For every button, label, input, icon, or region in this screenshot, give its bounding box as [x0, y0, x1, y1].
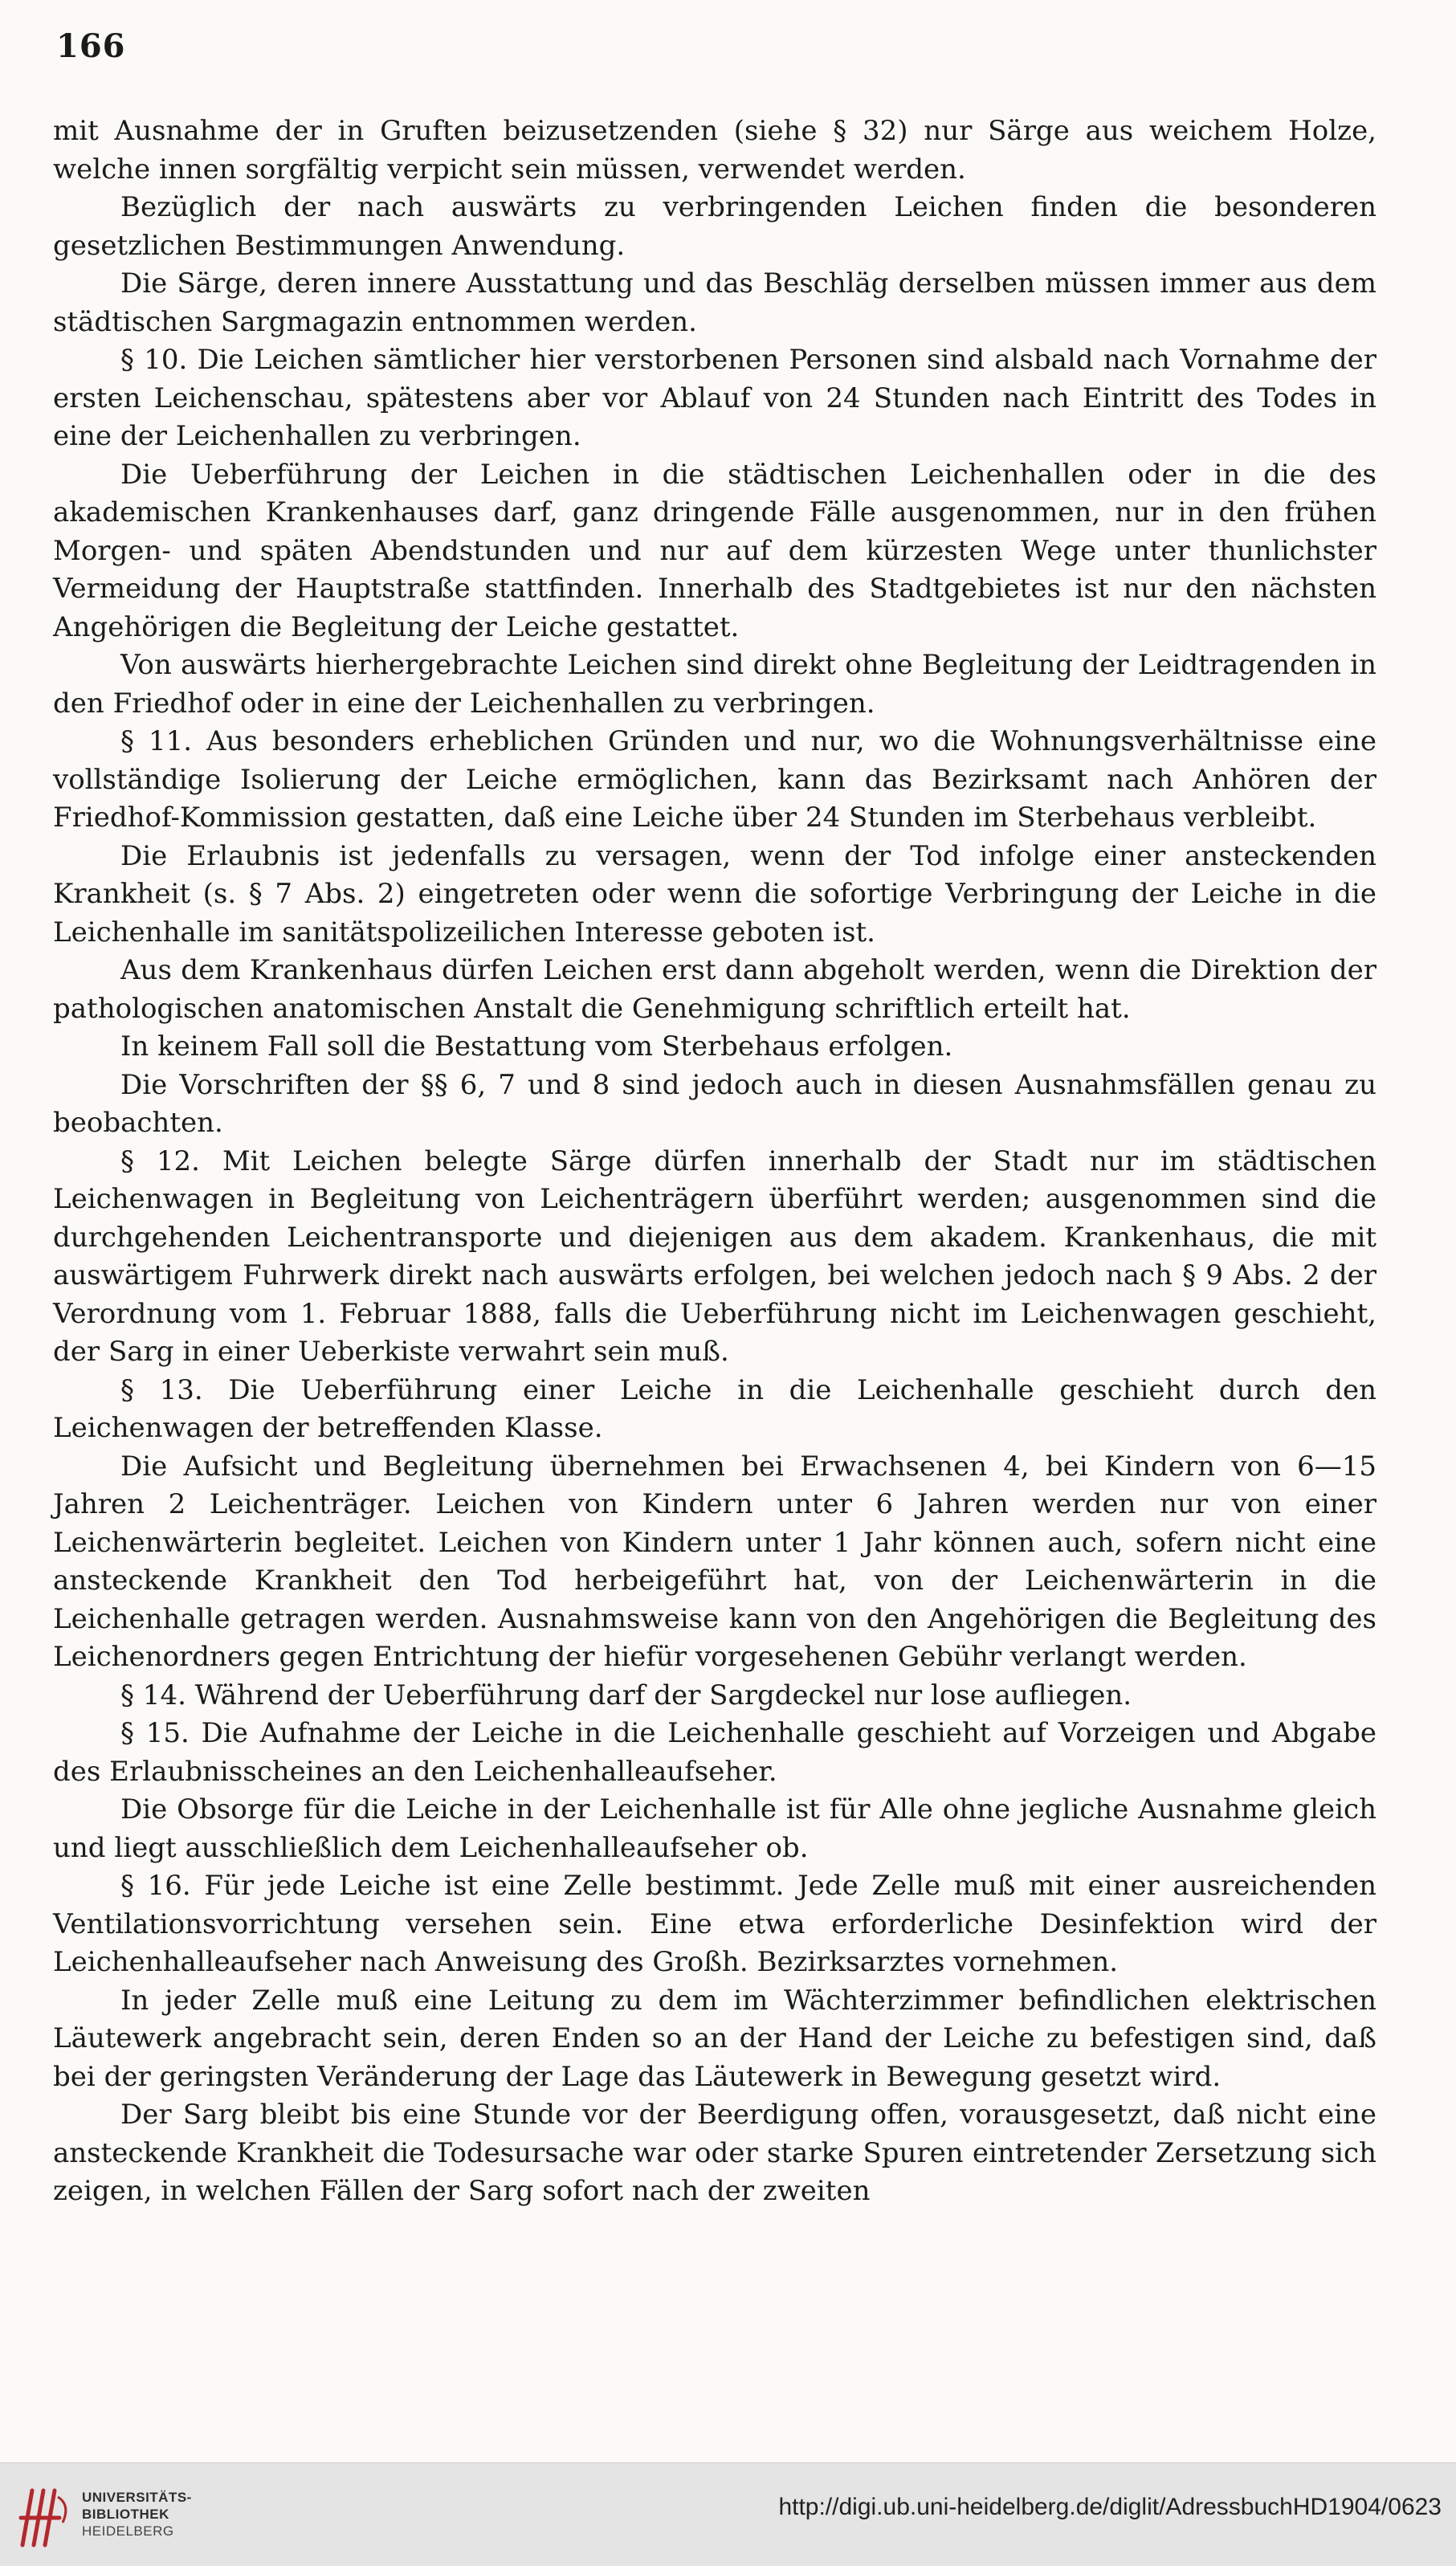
paragraph: Von auswärts hierhergebrachte Leichen sind direkt ohne Begleitung der Leidtragenden in den Friedhof oder in eine der Leichenhallen zu verbringen.: [53, 649, 1376, 720]
paragraph: § 12. Mit Leichen belegte Särge dürfen innerhalb der Stadt nur im städtischen Leichenwagen in Begleitung von Leichenträgern überführt werden; ausgenommen sind die durchgehenden Leichentransporte und diejenigen aus dem akadem. Krankenhaus, die mit auswärtigem Fuhrwerk direkt nach auswärts erfolgen, bei welchen jedoch nach § 9 Abs. 2 der Verordnung vom 1. Februar 1888, falls die Ueberführung nicht im Leichenwagen geschieht, der Sarg in einer Ueberkiste verwahrt sein muß.: [53, 1144, 1376, 1368]
library-name-line2: BIBLIOTHEK: [82, 2507, 169, 2522]
paragraph: § 14. Während der Ueberführung darf der Sargdeckel nur lose aufliegen.: [120, 1679, 1132, 1711]
paragraph: Die Aufsicht und Begleitung übernehmen bei Erwachsenen 4, bei Kindern von 6—15 Jahren 2 Leichenträger. Leichen von Kindern unter 6 Jahren werden nur von einer Leichenwärterin begleitet. Leichen von Kindern unter 1 Jahr können auch, sofern nicht eine ansteckende Krankheit den Tod herbeigeführt hat, von der Leichenwärterin in die Leichenhalle getragen werden. Ausnahmsweise kann von den Angehörigen die Begleitung des Leichenordners gegen Entrichtung der hiefür vorgesehenen Gebühr verlangt werden.: [53, 1450, 1376, 1673]
library-logo[interactable]: [14, 2481, 199, 2553]
paragraph: Die Erlaubnis ist jedenfalls zu versagen, wenn der Tod infolge einer ansteckenden Krankheit (s. § 7 Abs. 2) eingetreten oder wenn die sofortige Verbringung der Leiche in die Leichenhalle im sanitätspolizeilichen Interesse geboten ist.: [53, 839, 1376, 948]
page-number: 166: [56, 27, 126, 65]
paragraph: Die Ueberführung der Leichen in die städtischen Leichenhallen oder in die des akademischen Krankenhauses darf, ganz dringende Fälle ausgenommen, nur in den frühen Morgen- und späten Abendstunden und nur auf dem kürzesten Wege unter thunlichster Vermeidung der Hauptstraße stattfinden. Innerhalb des Stadtgebietes ist nur den nächsten Angehörigen die Begleitung der Leiche gestattet.: [53, 458, 1376, 643]
paragraph: § 16. Für jede Leiche ist eine Zelle bestimmt. Jede Zelle muß mit einer ausreichenden Ventilationsvorrichtung versehen sein. Eine etwa erforderliche Desinfektion wird der Leichenhalleaufseher nach Anweisung des Großh. Bezirksarztes vornehmen.: [53, 1870, 1376, 1978]
library-name-line3: HEIDELBERG: [82, 2523, 174, 2539]
paragraph: Aus dem Krankenhaus dürfen Leichen erst dann abgeholt werden, wenn die Direktion der pathologischen anatomischen Anstalt die Genehmigung schriftlich erteilt hat.: [53, 954, 1376, 1025]
paragraph: Bezüglich der nach auswärts zu verbringenden Leichen finden die besonderen gesetzlichen Bestimmungen Anwendung.: [53, 191, 1376, 262]
paragraph: In keinem Fall soll die Bestattung vom Sterbehaus erfolgen.: [120, 1030, 953, 1063]
paragraph: mit Ausnahme der in Gruften beizusetzenden (siehe § 32) nur Särge aus weichem Holze, welche innen sorgfältig verpicht sein müssen, verwendet werden.: [53, 115, 1376, 186]
paragraph: § 11. Aus besonders erheblichen Gründen und nur, wo die Wohnungsverhältnisse eine vollständige Isolierung der Leiche ermöglichen, kann das Bezirksamt nach Anhören der Friedhof-Kommission gestatten, daß eine Leiche über 24 Stunden im Sterbehaus verbleibt.: [53, 725, 1376, 834]
paragraph: § 15. Die Aufnahme der Leiche in die Leichenhalle geschieht auf Vorzeigen und Abgabe des Erlaubnisscheines an den Leichenhalleaufseher.: [53, 1717, 1376, 1788]
footer-bar: [0, 2462, 1456, 2566]
paragraph: § 13. Die Ueberführung einer Leiche in die Leichenhalle geschieht durch den Leichenwagen der betreffenden Klasse.: [53, 1373, 1376, 1444]
paragraph: Die Vorschriften der §§ 6, 7 und 8 sind jedoch auch in diesen Ausnahmsfällen genau zu beobachten.: [53, 1068, 1376, 1139]
paragraph: Die Obsorge für die Leiche in der Leichenhalle ist für Alle ohne jegliche Ausnahme gleich und liegt ausschließlich dem Leichenhalleaufseher ob.: [53, 1793, 1376, 1864]
library-name-line1: UNIVERSITÄTS-: [82, 2490, 192, 2505]
university-seal-icon: [14, 2481, 79, 2553]
paragraph: § 10. Die Leichen sämtlicher hier verstorbenen Personen sind alsbald nach Vornahme der ersten Leichenschau, spätestens aber vor Ablauf von 24 Stunden nach Eintritt des Todes in eine der Leichenhallen zu verbringen.: [53, 344, 1376, 452]
source-url-link[interactable]: http://digi.ub.uni-heidelberg.de/diglit/AdressbuchHD1904/0623: [778, 2494, 1442, 2520]
library-name: [82, 2489, 192, 2539]
paragraph: Die Särge, deren innere Ausstattung und das Beschläg derselben müssen immer aus dem städtischen Sargmagazin entnommen werden.: [53, 267, 1376, 338]
body-text: [53, 112, 1376, 2211]
paragraph: Der Sarg bleibt bis eine Stunde vor der Beerdigung offen, vorausgesetzt, daß nicht eine ansteckende Krankheit die Todesursache war oder starke Spuren eintretender Zersetzung sich zeigen, in welchen Fällen der Sarg sofort nach der zweiten: [53, 2099, 1376, 2207]
paragraph: In jeder Zelle muß eine Leitung zu dem im Wächterzimmer befindlichen elektrischen Läutewerk angebracht sein, deren Enden so an der Hand der Leiche zu befestigen sind, daß bei der geringsten Veränderung der Lage das Läutewerk in Bewegung gesetzt wird.: [53, 1984, 1376, 2093]
